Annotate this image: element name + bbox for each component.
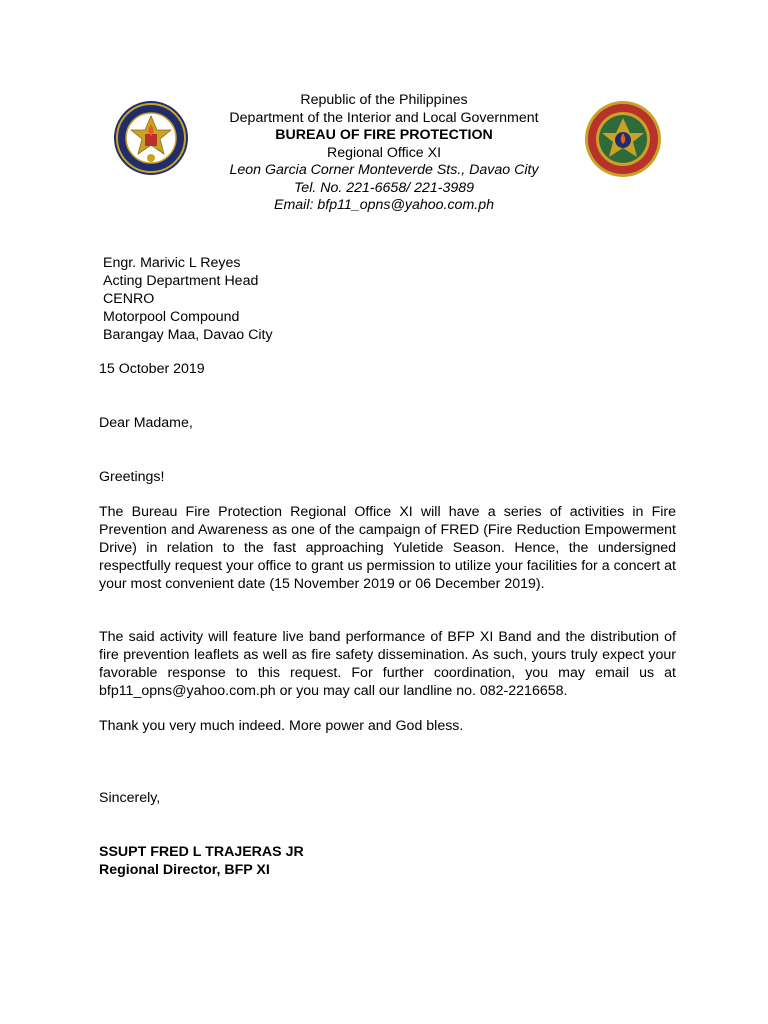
recipient-address-line2: Barangay Maa, Davao City — [103, 327, 273, 343]
signatory-name: SSUPT FRED L TRAJERAS JR — [99, 844, 304, 860]
letter-date: 15 October 2019 — [99, 361, 205, 377]
body-paragraph-1: The Bureau Fire Protection Regional Office XI will have a series of activities in Fire Prevention and Awareness as one of the campaign of FRED (Fire Reduction Empowerment Drive) in relation to the fast approaching Yuletide Season. Hence, the undersigned respectfully request your office to grant us permission to utilize your facilities for a concert at your most convenient date (15 November 2019 or 06 December 2019). — [99, 504, 676, 592]
recipient-title: Acting Department Head — [103, 273, 259, 289]
salutation: Dear Madame, — [99, 415, 193, 431]
recipient-office: CENRO — [103, 291, 155, 307]
body-paragraph-3: Thank you very much indeed. More power and God bless. — [99, 718, 464, 734]
letterhead-country: Republic of the Philippines — [300, 92, 468, 108]
letterhead-bureau: BUREAU OF FIRE PROTECTION — [275, 127, 493, 143]
letterhead-phone: Tel. No. 221-6658/ 221-3989 — [293, 179, 475, 196]
recipient-name: Engr. Marivic L Reyes — [103, 255, 241, 271]
bfp-region-xi-seal-icon — [584, 100, 662, 178]
letterhead-office: Regional Office XI — [326, 144, 442, 161]
bfp-seal-icon — [113, 100, 189, 176]
greeting: Greetings! — [99, 469, 165, 485]
body-paragraph-2: The said activity will feature live band performance of BFP XI Band and the distribution of fire prevention leaflets as well as fire safety dissemination. As such, yours truly expect your favorable response to this request. For further coordination, you may email us at bfp11_opns@yahoo.com.ph or you may call our landline no. 082-2216658. — [99, 629, 676, 699]
closing: Sincerely, — [99, 790, 161, 806]
letterhead-address: Leon Garcia Corner Monteverde Sts., Davao City — [229, 162, 539, 178]
recipient-address-line1: Motorpool Compound — [103, 309, 240, 325]
recipient-block — [103, 254, 273, 344]
signature-block — [99, 843, 304, 879]
letterhead-department: Department of the Interior and Local Government — [229, 109, 539, 126]
letterhead-email: Email: bfp11_opns@yahoo.com.ph — [274, 197, 494, 213]
letterhead-text — [188, 92, 580, 215]
signatory-title: Regional Director, BFP XI — [99, 862, 270, 878]
